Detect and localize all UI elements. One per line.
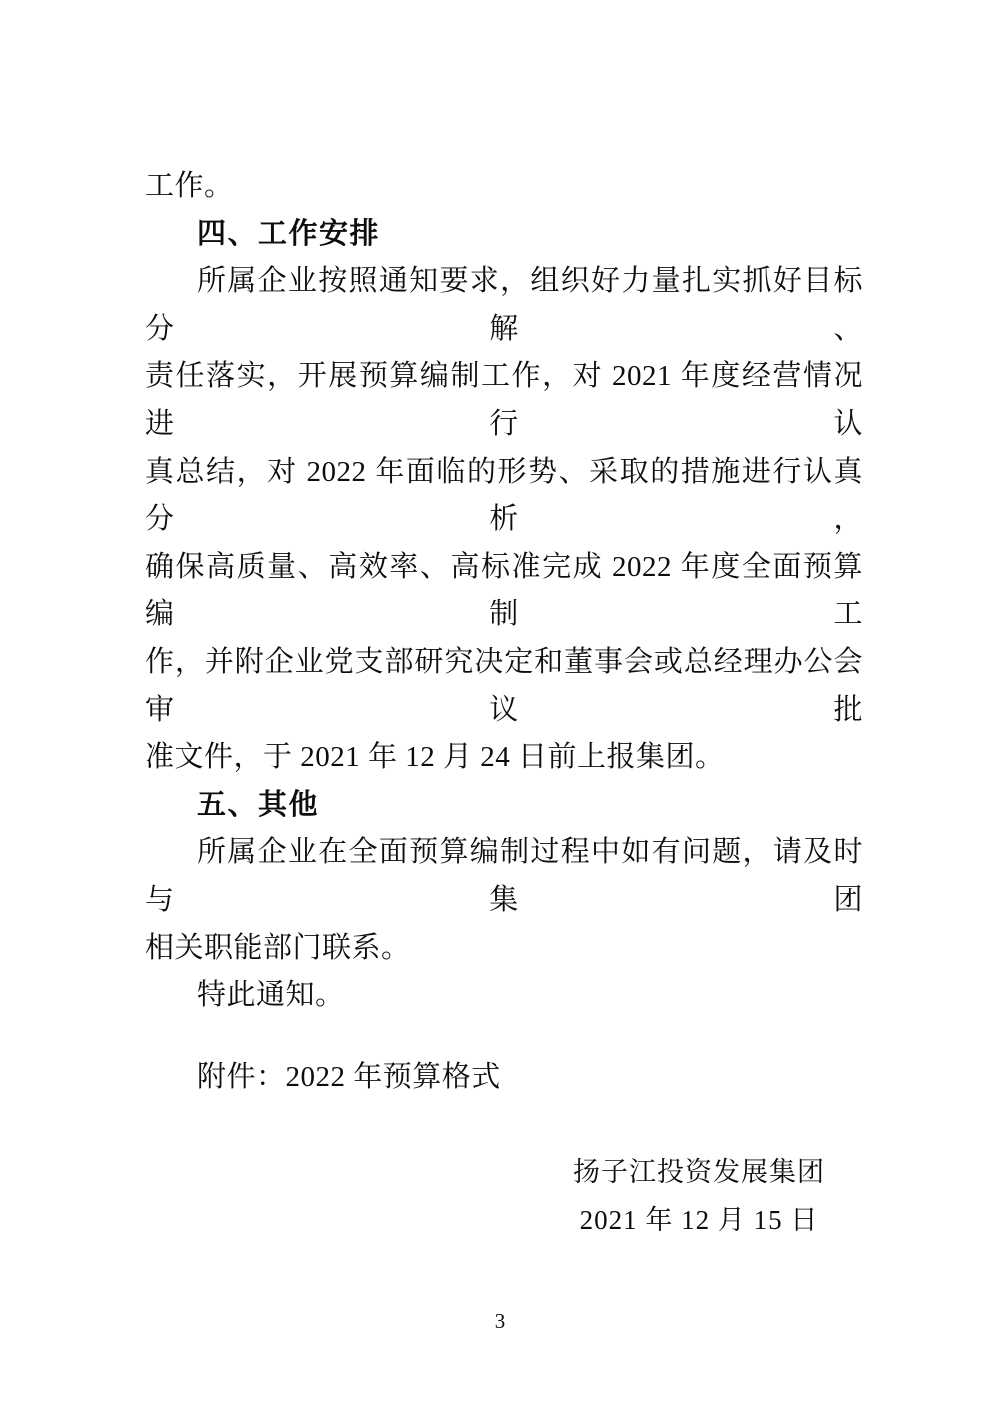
signature-block: [573, 1149, 825, 1244]
closing-notice-line: 特此通知。: [197, 979, 345, 1012]
section-heading-4: 四、工作安排: [197, 217, 381, 250]
paragraph-line: 所属企业在全面预算编制过程中如有问题，请及时与集团: [145, 836, 863, 916]
paragraph-line: 真总结，对 2022 年面临的形势、采取的措施进行认真分析，: [145, 455, 863, 536]
paragraph-line: 相关职能部门联系。: [145, 931, 411, 964]
paragraph-line: 所属企业按照通知要求，组织好力量扎实抓好目标分解、: [145, 265, 863, 345]
paragraph-continuation-line: 工作。: [145, 170, 234, 202]
paragraph-line: 责任落实，开展预算编制工作，对 2021 年度经营情况进行认: [145, 360, 863, 440]
paragraph-line: 作，并附企业党支部研究决定和董事会或总经理办公会审议批: [145, 645, 863, 726]
signature-organization: 扬子江投资发展集团: [573, 1157, 825, 1188]
signature-date: 2021 年 12 月 15 日: [579, 1204, 819, 1235]
attachment-reference: 附件：2022 年预算格式: [197, 1060, 501, 1093]
paragraph-line: 确保高质量、高效率、高标准完成 2022 年度全面预算编制工: [145, 550, 863, 631]
document-body: [145, 163, 863, 1244]
page-number: 3: [494, 1309, 506, 1333]
section-heading-5: 五、其他: [197, 788, 320, 821]
paragraph-line: 准文件，于 2021 年 12 月 24 日前上报集团。: [145, 741, 725, 774]
